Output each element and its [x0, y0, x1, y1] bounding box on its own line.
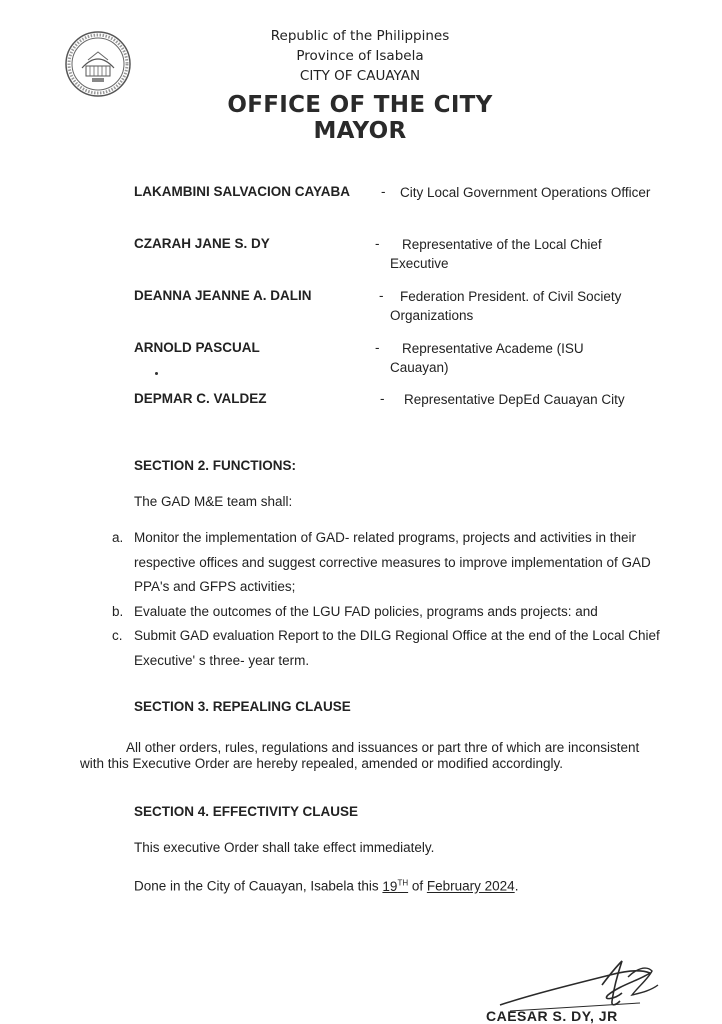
list-text: Submit GAD evaluation Report to the DILG Regional Office at the end of the Local Chief Executive' s three- year term. [134, 628, 660, 668]
section4-heading: SECTION 4. EFFECTIVITY CLAUSE [134, 804, 359, 819]
list-letter: b. [112, 603, 124, 619]
stray-dot [155, 372, 158, 375]
done-suffix: . [514, 878, 519, 894]
member-dash: - [381, 184, 386, 199]
member-name: DEPMAR C. VALDEZ [134, 391, 267, 406]
list-letter: a. [112, 530, 124, 545]
member-role: Representative of the Local Chief Executive [390, 237, 602, 271]
done-prefix: Done in the City of Cauayan, Isabela this [134, 878, 383, 894]
member-role: City Local Government Operations Officer [400, 185, 651, 200]
signer-name: CAESAR S. DY, JR [486, 1008, 618, 1024]
list-item [112, 526, 672, 600]
member-name: LAKAMBINI SALVACION CAYABA [134, 184, 351, 199]
section2-heading: SECTION 2. FUNCTIONS: [134, 458, 297, 473]
office-title: OFFICE OF THE CITY MAYOR [227, 92, 493, 144]
member-role: Representative DepEd Cauayan City [404, 392, 625, 407]
list-item [112, 600, 672, 625]
list-text: Monitor the implementation of GAD- related programs, projects and activities in their respective offices and suggest corrective measures to improve implementation of GAD PPA's and GFPS activities; [134, 530, 651, 594]
section3-heading: SECTION 3. REPEALING CLAUSE [134, 699, 351, 714]
done-day-number: 19 [382, 878, 398, 894]
done-mid: of [408, 878, 427, 894]
member-role: Federation President. of Civil Society Organizations [390, 289, 622, 323]
member-role: Representative Academe (ISU Cauayan) [390, 341, 584, 375]
section2-intro: The GAD M&E team shall: [134, 494, 293, 509]
functions-list [112, 526, 672, 673]
letterhead-province: Province of Isabela [296, 48, 424, 64]
city-seal-icon [64, 30, 132, 98]
section3-text: All other orders, rules, regulations and issuances or part thre of which are inconsistent with this Executive Order are hereby repealed, amended or modified accordingly. [80, 740, 640, 771]
letterhead-city: CITY OF CAUAYAN [299, 68, 421, 84]
letterhead-country: Republic of the Philippines [270, 28, 450, 44]
member-dash: - [380, 391, 385, 406]
list-item [112, 624, 672, 673]
member-name: CZARAH JANE S. DY [134, 236, 270, 251]
section4-text: This executive Order shall take effect immediately. [134, 840, 435, 855]
member-name: ARNOLD PASCUAL [134, 340, 260, 355]
done-day [382, 879, 408, 894]
member-dash: - [379, 288, 384, 303]
list-text: Evaluate the outcomes of the LGU FAD policies, programs ands projects: and [134, 603, 598, 619]
done-month-year: February 2024 [426, 878, 515, 894]
member-dash: - [375, 340, 380, 355]
list-letter: c. [112, 628, 123, 643]
done-day-suffix: TH [397, 878, 409, 887]
done-line [134, 878, 518, 894]
member-name: DEANNA JEANNE A. DALIN [134, 288, 312, 303]
member-dash: - [375, 236, 380, 251]
